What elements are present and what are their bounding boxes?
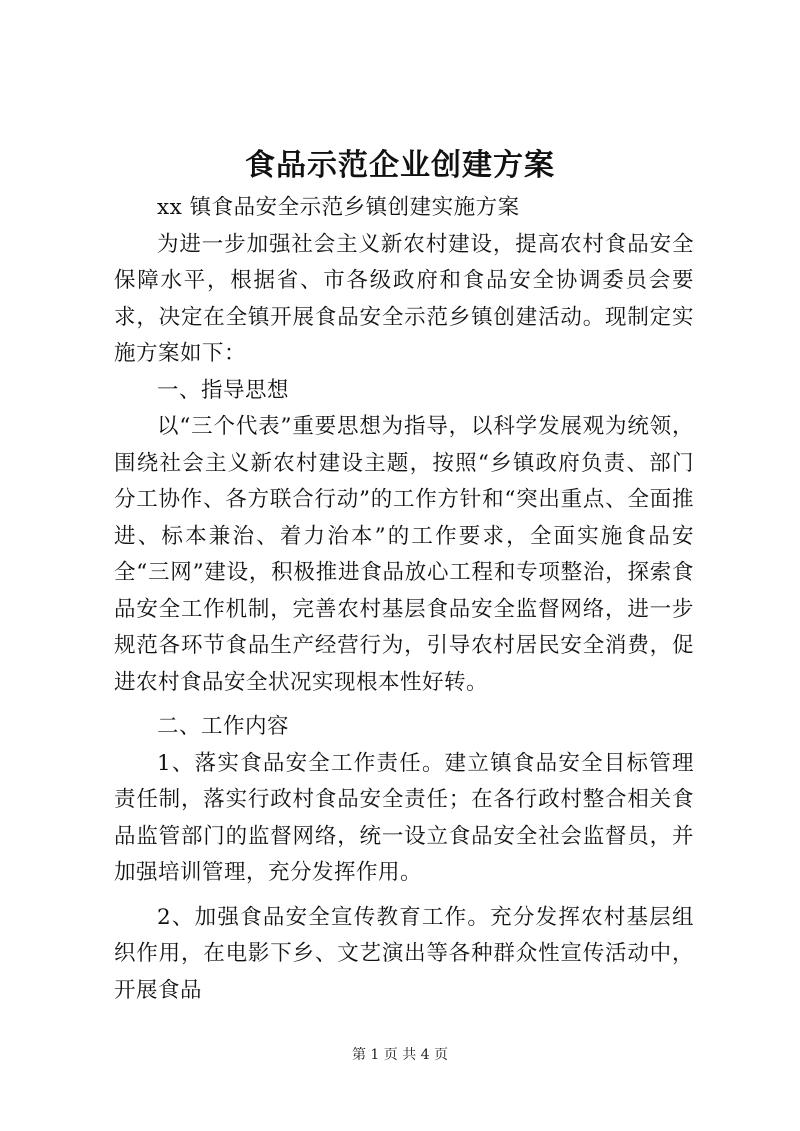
document-body [114, 190, 694, 1009]
page-footer: 第 1 页 共 4 页 [351, 1047, 449, 1063]
work-item-2-paragraph: 2、加强食品安全宣传教育工作。充分发挥农村基层组织作用，在电影下乡、文艺演出等各种群众性宣传活动中，开展食品 [114, 904, 694, 1003]
work-item-1-paragraph: 1、落实食品安全工作责任。建立镇食品安全目标管理责任制，落实行政村食品安全责任；在各行政村整合相关食品监管部门的监督网络，统一设立食品安全社会监督员，并加强培训管理，充分发挥作用。 [114, 750, 694, 885]
section-heading-guiding-ideology: 一、指导思想 [157, 377, 290, 403]
guiding-ideology-paragraph: 以“三个代表”重要思想为指导，以科学发展观为统领，围绕社会主义新农村建设主题，按照“乡镇政府负责、部门分工协作、各方联合行动”的工作方针和“突出重点、全面推进、标本兼治、着力治本”的工作要求，全面实施食品安全“三网”建设，积极推进食品放心工程和专项整治，探索食品安全工作机制，完善农村基层食品安全监督网络，进一步规范各环节食品生产经营行为，引导农村居民安全消费，促进农村食品安全状况实现根本性好转。 [114, 414, 694, 695]
subtitle-paragraph: xx 镇食品安全示范乡镇创建实施方案 [157, 195, 520, 220]
document-title: 食品示范企业创建方案 [245, 148, 555, 183]
section-heading-work-content: 二、工作内容 [157, 714, 290, 739]
intro-paragraph: 为进一步加强社会主义新农村建设，提高农村食品安全保障水平，根据省、市各级政府和食品安全协调委员会要求，决定在全镇开展食品安全示范乡镇创建活动。现制定实施方案如下： [114, 231, 694, 366]
